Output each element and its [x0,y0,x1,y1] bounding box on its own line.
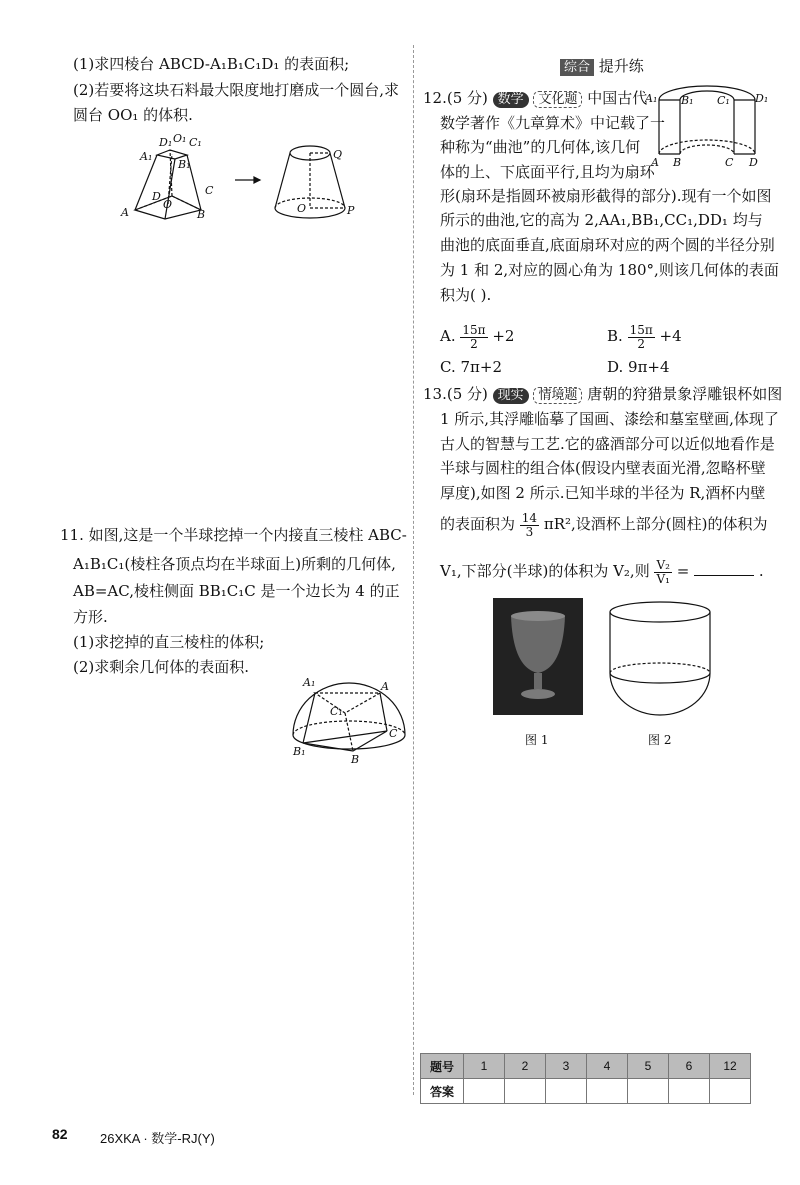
label-B-c: B [673,156,682,169]
tag-scenario: 情境题 [533,387,582,404]
q13-line3: 古人的智慧与工艺.它的盛酒部分可以近似地看作是 [440,435,775,453]
q12-text1: 中国古代 [587,89,648,107]
label-D1: D₁ [159,136,173,149]
label-B1-h: B₁ [293,745,306,758]
label-A-h: A [381,680,389,693]
qnum-cell: 6 [669,1054,710,1079]
answer-cell[interactable] [505,1079,546,1104]
q13-line4: 半球与圆柱的组合体(假设内壁表面光滑,忽略杯壁 [440,459,766,477]
answer-cell[interactable] [628,1079,669,1104]
q10-part1: (1)求四棱台 ABCD-A₁B₁C₁D₁ 的表面积; [73,55,350,73]
label-O: O [163,198,173,211]
label-P: P [347,204,355,217]
q12-line5: 形(扇环是指圆环被扇形截得的部分).现有一个如图 [440,187,772,205]
q12-number: 12.(5 分) [423,89,488,107]
q11-line4: 方形. [73,608,108,626]
q13-line1 [423,384,782,404]
label-O-frustum: O [297,202,307,215]
label-D1-c: D₁ [755,92,769,105]
label-C1: C₁ [189,136,202,149]
column-divider [413,45,414,1095]
figure1-caption: 图 1 [525,733,549,747]
q11-line1: 11. 如图,这是一个半球挖掉一个内接直三棱柱 ABC- [60,526,407,544]
answer-cell[interactable] [546,1079,587,1104]
label-A1: A₁ [140,150,153,163]
frustum-figure [115,128,365,228]
q12-line6: 所示的曲池,它的高为 2,AA₁,BB₁,CC₁,DD₁ 均与 [440,211,763,229]
label-D-c: D [749,156,758,169]
q13-number: 13.(5 分) [423,385,488,403]
label-C-c: C [725,156,734,169]
q10-part2-line2: 圆台 OO₁ 的体积. [73,106,193,124]
tag-reality: 现实 [493,388,529,404]
qnum-cell: 5 [628,1054,669,1079]
q13-equals: = [676,562,690,580]
q11-line2: A₁B₁C₁(棱柱各顶点均在半球面上)所剩的几何体, [73,555,396,573]
option-b[interactable] [607,318,682,354]
cup-model-figure [600,598,720,718]
option-a[interactable] [440,318,514,354]
q13-line6 [440,506,768,542]
page-number: 82 [52,1126,68,1142]
label-A1-c: A₁ [645,92,658,105]
tag-math: 数学 [493,92,529,108]
silver-cup-photo [493,598,583,715]
q13-text6b: πR²,设酒杯上部分(圆柱)的体积为 [543,515,768,533]
curved-pool-figure [645,82,770,172]
section-tag: 综合 [560,59,594,76]
q12-line2: 数学著作《九章算术》中记载了一 [440,114,666,132]
option-c[interactable]: C. 7π+2 [440,358,502,376]
qnum-cell: 2 [505,1054,546,1079]
answer-header: 答案 [421,1079,464,1104]
label-A-c: A [651,156,659,169]
label-C1-c: C₁ [717,94,730,107]
option-a-label: A. [440,327,456,345]
q13-text1: 唐朝的狩猎景象浮雕银杯如图 [587,385,783,403]
label-B: B [197,208,206,221]
option-b-tail: +4 [659,327,682,345]
option-d[interactable]: D. 9π+4 [607,358,670,376]
q11-sub1: (1)求挖掉的直三棱柱的体积; [73,633,265,651]
q13-line5: 厚度),如图 2 所示.已知半球的半径为 R,酒杯内壁 [440,484,766,502]
question-number-row [421,1054,751,1079]
q12-line7: 曲池的底面垂直,底面扇环对应的两个圆的半径分别 [440,236,775,254]
answer-cell[interactable] [587,1079,628,1104]
q12-line8: 为 1 和 2,对应的圆心角为 180°,则该几何体的表面 [440,261,779,279]
option-a-fraction: $\frac{15\pi}{2}$ [462,322,486,351]
label-Q: Q [333,148,343,161]
option-b-fraction: $\frac{15\pi}{2}$ [629,322,653,351]
answer-cell[interactable] [464,1079,505,1104]
answer-blank[interactable] [694,561,754,576]
footer-code: 26XKA · 数学-RJ(Y) [100,1131,215,1146]
qnum-cell: 3 [546,1054,587,1079]
label-B1: B₁ [178,158,191,171]
option-b-label: B. [607,327,623,345]
q13-line2: 1 所示,其浮雕临摹了国画、漆绘和墓室壁画,体现了 [440,410,779,428]
answer-cell[interactable] [669,1079,710,1104]
answer-table [420,1053,751,1104]
label-B-h: B [351,753,360,766]
answer-row [421,1079,751,1104]
q10-part2-line1: (2)若要将这块石料最大限度地打磨成一个圆台,求 [73,81,400,99]
option-a-tail: +2 [492,327,515,345]
qnum-cell: 4 [587,1054,628,1079]
q13-text6a: 的表面积为 [440,515,516,533]
q13-fraction: $\frac{14}{3}$ [521,510,538,539]
label-C: C [205,184,214,197]
label-C1-h: C₁ [330,705,343,718]
label-C-h: C [389,727,398,740]
q12-line4: 体的上、下底面平行,且均为扇环 [440,163,655,181]
label-B1-c: B₁ [681,94,694,107]
question-number-header: 题号 [421,1054,464,1079]
section-title: 提升练 [598,57,644,75]
q13-period: . [758,562,764,580]
qnum-cell: 12 [710,1054,751,1079]
q13-line7 [440,553,764,589]
q13-volume-ratio: $\frac{\text{V₂}}{\text{V₁}}$ [656,557,670,586]
q11-line3: AB=AC,棱柱侧面 BB₁C₁C 是一个边长为 4 的正 [73,582,400,600]
label-O1: O₁ [173,132,187,145]
hemisphere-figure [285,673,410,768]
q12-line9: 积为( ). [440,286,492,304]
section-heading [560,56,644,76]
label-A1-h: A₁ [303,676,316,689]
qnum-cell: 1 [464,1054,505,1079]
q13-text7a: V₁,下部分(半球)的体积为 V₂,则 [440,562,650,580]
answer-cell[interactable] [710,1079,751,1104]
q12-line1 [423,88,647,108]
tag-culture: 文化题 [533,91,582,108]
q12-line3: 种称为“曲池”的几何体,该几何 [440,138,641,156]
q11-sub2: (2)求剩余几何体的表面积. [73,658,250,676]
figure2-caption: 图 2 [648,733,672,747]
label-D: D [152,190,161,203]
label-A: A [121,206,129,219]
